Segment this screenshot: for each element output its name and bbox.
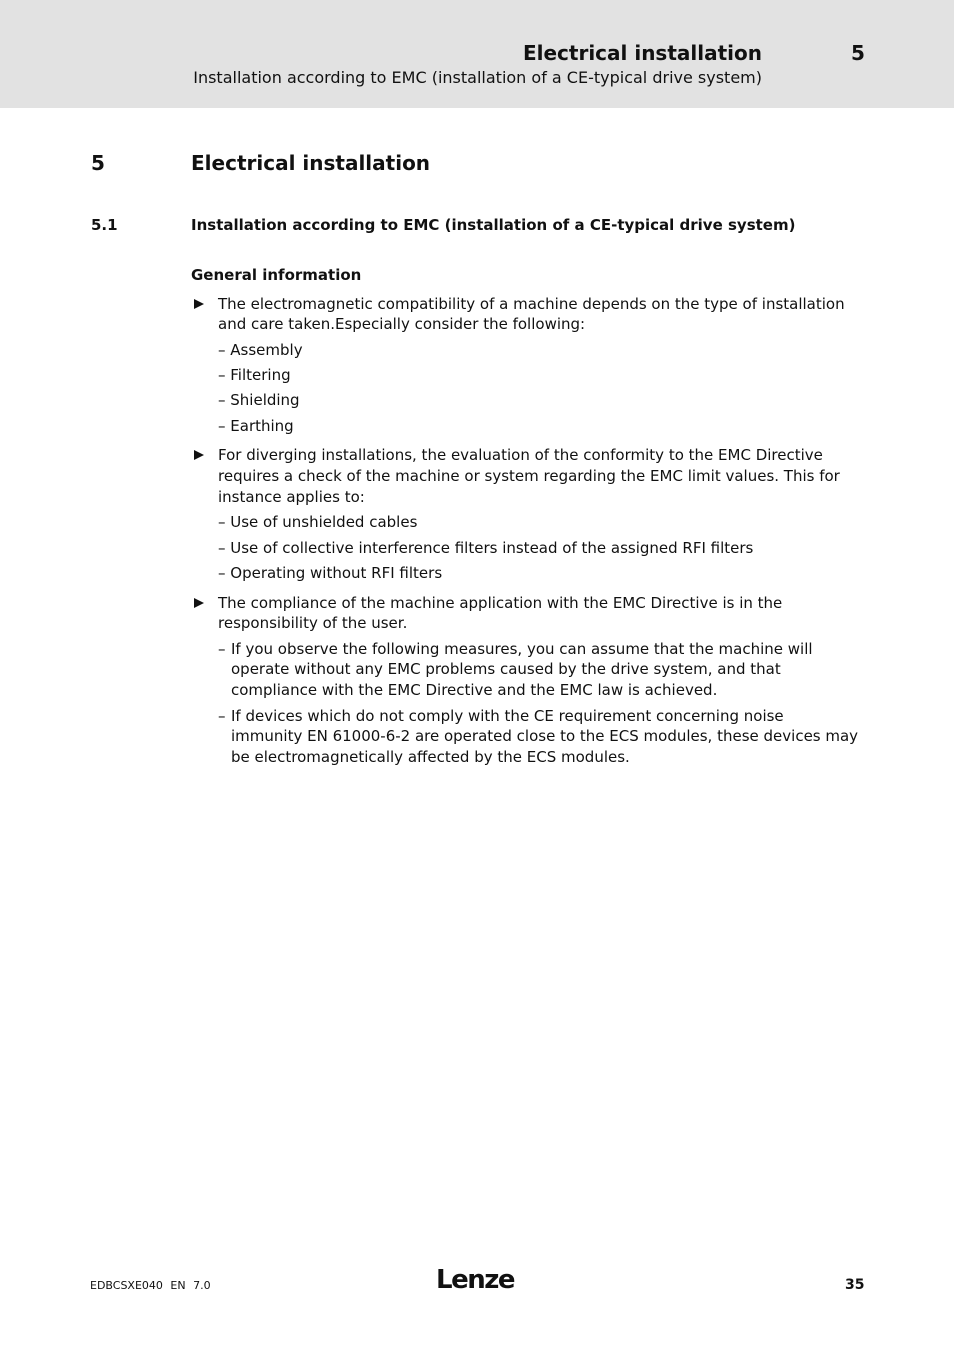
bullet-arrow-icon [194,598,204,608]
section-number: 5 [91,151,105,175]
list-item: operate without any EMC problems caused by the drive system, and that [231,660,781,678]
list-item: compliance with the EMC Directive and the EMC law is achieved. [231,681,718,699]
page-number: 35 [845,1277,865,1293]
list-item-dash: – [218,707,226,725]
list-item-dash: – [218,640,226,658]
bullet-2-line: requires a check of the machine or system regarding the EMC limit values. This for [218,467,840,485]
subsection-title: Installation according to EMC (installation of a CE-typical drive system) [191,216,796,234]
bullet-2-line: For diverging installations, the evaluation of the conformity to the EMC Directive [218,446,823,464]
bullet-1-line: The electromagnetic compatibility of a machine depends on the type of installation [218,295,845,313]
list-item: – Shielding [218,391,300,409]
list-item: – Operating without RFI filters [218,564,443,582]
lenze-logo [436,1264,516,1294]
bullet-arrow-icon [194,299,204,309]
list-item: be electromagnetically affected by the ECS modules. [231,748,630,766]
list-item: – Use of unshielded cables [218,513,418,531]
header-band [0,0,954,108]
running-header-title: Electrical installation [522,41,762,65]
list-item: If devices which do not comply with the CE requirement concerning noise [231,707,784,725]
section-title: Electrical installation [191,151,431,175]
bullet-2-line: instance applies to: [218,488,365,506]
bullet-3-line: responsibility of the user. [218,614,408,632]
running-header-subtitle: Installation according to EMC (installation of a CE-typical drive system) [193,68,762,87]
subsection-number: 5.1 [91,216,118,234]
bullet-3-line: The compliance of the machine application with the EMC Directive is in the [218,594,783,612]
list-item: – Earthing [218,417,294,435]
document-code: EDBCSXE040 EN 7.0 [90,1279,211,1292]
list-item: If you observe the following measures, you can assume that the machine will [231,640,813,658]
list-item: – Filtering [218,366,291,384]
list-item: immunity EN 61000-6-2 are operated close to the ECS modules, these devices may [231,727,859,745]
bullet-1-line: and care taken.Especially consider the following: [218,315,586,333]
running-header-chapter-number: 5 [851,41,865,65]
list-item: – Assembly [218,341,303,359]
bullet-arrow-icon [194,450,204,460]
general-information-heading: General information [191,266,362,284]
lenze-logo-text: Lenze [436,1265,514,1294]
list-item: – Use of collective interference filters instead of the assigned RFI filters [218,539,754,557]
